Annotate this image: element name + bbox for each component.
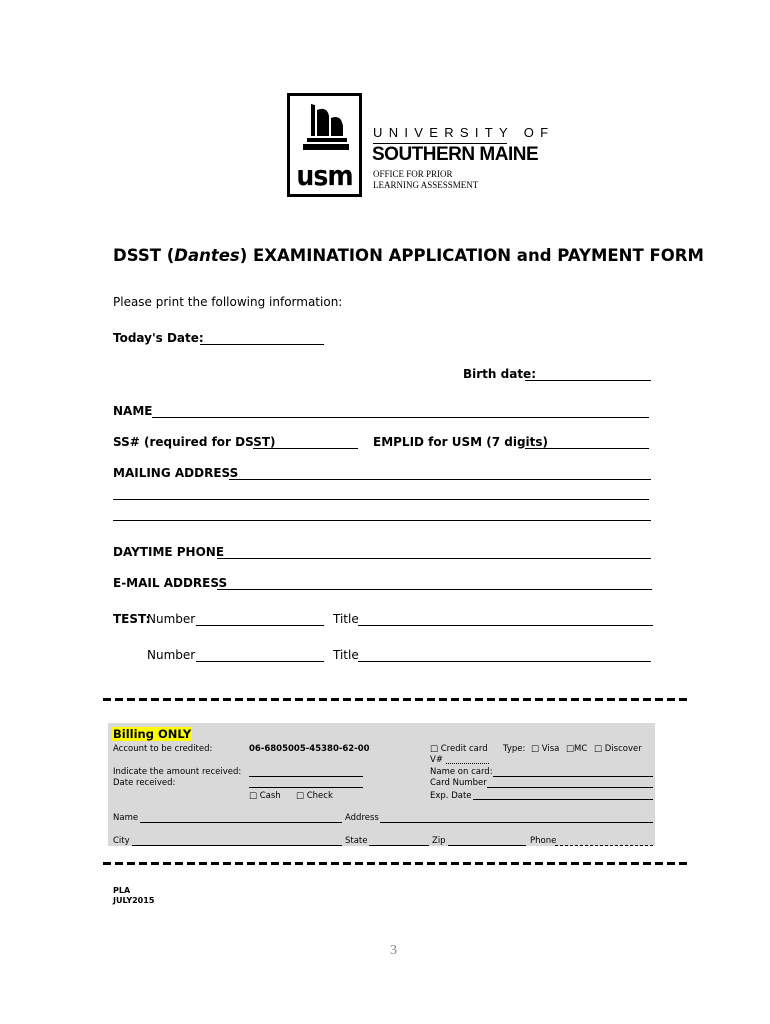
form-title bbox=[113, 246, 704, 265]
billing-address-field[interactable] bbox=[380, 822, 653, 823]
footer-date: JULY2015 bbox=[113, 896, 155, 905]
test-title-label-1: Title bbox=[333, 612, 359, 626]
amount-field[interactable] bbox=[249, 776, 363, 777]
office-line-2: LEARNING ASSESSMENT bbox=[373, 180, 479, 190]
usm-wordmark: usm bbox=[296, 159, 353, 192]
visa-checkbox[interactable]: □ Visa bbox=[531, 744, 560, 754]
mailing-address-field-1[interactable] bbox=[229, 479, 651, 480]
billing-box bbox=[108, 723, 655, 846]
billing-phone-label: Phone bbox=[530, 836, 557, 846]
date-received-field[interactable] bbox=[249, 787, 363, 788]
billing-phone-field[interactable] bbox=[555, 845, 653, 846]
birth-date-label: Birth date: bbox=[463, 367, 536, 381]
date-received-label: Date received: bbox=[113, 778, 176, 788]
mailing-address-field-3[interactable] bbox=[113, 520, 651, 521]
todays-date-field[interactable] bbox=[200, 344, 324, 345]
test-title-label-2: Title bbox=[333, 648, 359, 662]
cash-checkbox[interactable]: □ Cash bbox=[249, 791, 281, 801]
usm-logo bbox=[287, 93, 362, 197]
exp-date-field[interactable] bbox=[473, 799, 653, 800]
email-address-field[interactable] bbox=[217, 589, 652, 590]
name-field[interactable] bbox=[152, 417, 649, 418]
billing-address-label: Address bbox=[345, 813, 379, 823]
test-label: TEST: bbox=[113, 612, 151, 626]
intro-text: Please print the following information: bbox=[113, 295, 343, 309]
mailing-address-label: MAILING ADDRESS bbox=[113, 466, 239, 480]
test-title-field-2[interactable] bbox=[358, 661, 651, 662]
check-checkbox[interactable]: □ Check bbox=[296, 791, 333, 801]
email-address-label: E-MAIL ADDRESS bbox=[113, 576, 228, 590]
title-part-1: DSST ( bbox=[113, 246, 175, 265]
usm-torch-icon bbox=[290, 96, 359, 168]
exp-date-label: Exp. Date bbox=[430, 791, 472, 801]
southern-maine-text: SOUTHERN MAINE bbox=[372, 144, 539, 165]
ss-field[interactable] bbox=[253, 448, 358, 449]
name-on-card-label: Name on card: bbox=[430, 767, 493, 777]
dashed-separator-top bbox=[103, 698, 691, 701]
test-number-label-1: Number bbox=[147, 612, 196, 626]
emplid-field[interactable] bbox=[525, 448, 649, 449]
title-italic: Dantes bbox=[174, 246, 240, 265]
billing-state-field[interactable] bbox=[369, 845, 429, 846]
account-number: 06-6805005-45380-62-00 bbox=[249, 744, 370, 754]
mc-checkbox[interactable]: □MC bbox=[566, 744, 588, 754]
title-part-2: ) EXAMINATION APPLICATION and PAYMENT FORM bbox=[239, 246, 704, 265]
type-label: Type: bbox=[503, 744, 526, 754]
university-of-text: UNIVERSITY OF bbox=[373, 125, 555, 140]
name-on-card-field[interactable] bbox=[493, 776, 653, 777]
amount-label: Indicate the amount received: bbox=[113, 767, 242, 777]
test-number-label-2: Number bbox=[147, 648, 196, 662]
credit-card-checkbox[interactable]: □ Credit card bbox=[430, 744, 488, 754]
dashed-separator-bottom bbox=[103, 862, 691, 865]
birth-date-field[interactable] bbox=[525, 380, 651, 381]
name-label: NAME bbox=[113, 404, 153, 418]
billing-city-label: City bbox=[113, 836, 130, 846]
discover-checkbox[interactable]: □ Discover bbox=[594, 744, 642, 754]
ss-label: SS# (required for DSST) bbox=[113, 435, 276, 449]
billing-name-field[interactable] bbox=[140, 822, 342, 823]
daytime-phone-label: DAYTIME PHONE bbox=[113, 545, 225, 559]
v-number-label: V# bbox=[430, 755, 443, 765]
billing-city-field[interactable] bbox=[132, 845, 342, 846]
billing-name-label: Name bbox=[113, 813, 139, 823]
mailing-address-field-2[interactable] bbox=[113, 499, 649, 500]
test-title-field-1[interactable] bbox=[358, 625, 653, 626]
card-number-field[interactable] bbox=[487, 787, 653, 788]
test-number-field-2[interactable] bbox=[196, 661, 324, 662]
test-number-field-1[interactable] bbox=[196, 625, 324, 626]
card-number-label: Card Number bbox=[430, 778, 487, 788]
billing-zip-label: Zip bbox=[432, 836, 446, 846]
daytime-phone-field[interactable] bbox=[217, 558, 651, 559]
billing-heading: Billing ONLY bbox=[113, 727, 192, 741]
todays-date-label: Today's Date: bbox=[113, 331, 204, 345]
page-number: 3 bbox=[390, 943, 397, 958]
footer-dept: PLA bbox=[113, 886, 131, 895]
billing-state-label: State bbox=[345, 836, 368, 846]
v-number-field[interactable] bbox=[446, 763, 489, 764]
account-label: Account to be credited: bbox=[113, 744, 213, 754]
billing-zip-field[interactable] bbox=[448, 845, 526, 846]
emplid-label: EMPLID for USM (7 digits) bbox=[373, 435, 549, 449]
office-line-1: OFFICE FOR PRIOR bbox=[373, 169, 453, 179]
